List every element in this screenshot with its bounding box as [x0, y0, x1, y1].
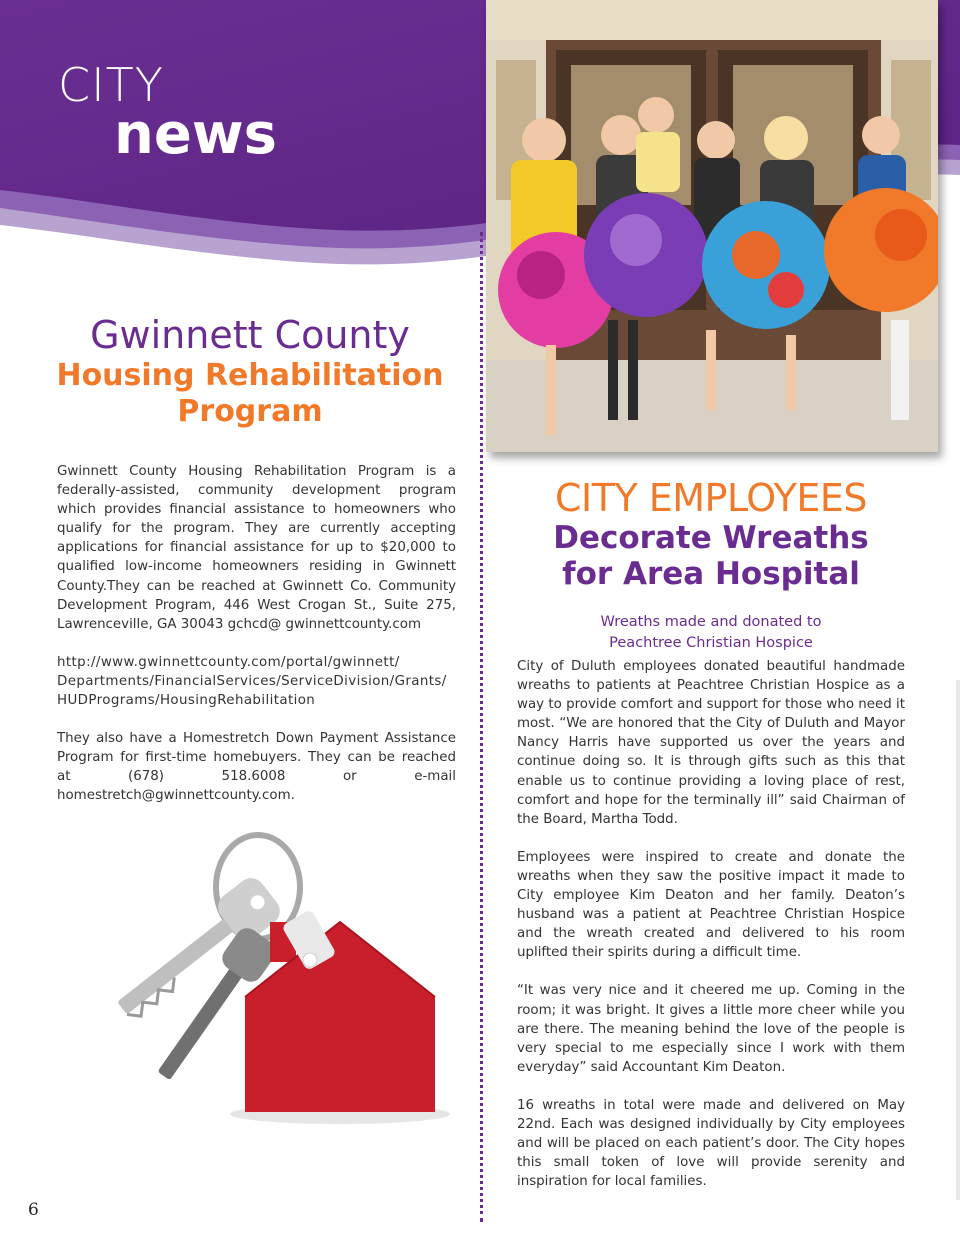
- wreaths-paragraph: “It was very nice and it cheered me up. Coming in the room; it was bright. It gives a little more cheer while you are there. The meaning behind the love of the people is very special to me especially since I work with them everyday” said Accountant Kim Deaton.: [517, 983, 905, 1075]
- headline-area-hospital: for Area Hospital: [562, 556, 860, 592]
- housing-article-body: [57, 462, 456, 825]
- housing-url: http://www.gwinnettcounty.com/portal/gwinnett/ Departments/FinancialServices/ServiceDivision/Grants/ HUDPrograms/HousingRehabilitation: [57, 654, 447, 709]
- wreaths-article-body: [517, 657, 905, 1210]
- masthead: [58, 58, 277, 167]
- column-divider: [480, 232, 483, 1222]
- housing-article-title: [40, 312, 460, 430]
- title-gwinnett-county: Gwinnett County: [90, 313, 410, 357]
- masthead-news: news: [114, 102, 277, 167]
- page-edge-shadow: [956, 680, 960, 1200]
- subhead-line2: Peachtree Christian Hospice: [609, 635, 813, 651]
- wreaths-paragraph: City of Duluth employees donated beautiful handmade wreaths to patients at Peachtree Christian Hospice as a way to provide comfort and support for those who need it most. “We are honored that the City of Duluth and Mayor Nancy Harris have supported us over the years and continue doing so. It is through gifts such as this that enable us to continue providing a loving place of rest, comfort and hope for the terminally ill” said Chairman of the Board, Martha Todd.: [517, 659, 905, 827]
- page-number: 6: [28, 1200, 39, 1220]
- housing-paragraph: Gwinnett County Housing Rehabilitation Program is a federally-assisted, community development program which provides financial assistance to homeowners who qualify for the program. They are currently accepting applications for financial assistance for up to $20,000 to qualified low-income homeowners residing in Gwinnett County.They can be reached at Gwinnett Co. Community Development Program, 446 West Crogan St., Suite 275, Lawrenceville, GA 30043 gchcd@ gwinnettcounty.com: [57, 464, 456, 632]
- homestretch-paragraph: They also have a Homestretch Down Payment Assistance Program for first-time homebuyers. They can be reached at (678) 518.6008 or e-mail homestretch@gwinnettcounty.com.: [57, 731, 456, 804]
- title-housing-rehabilitation: Housing Rehabilitation: [56, 358, 444, 393]
- house-keys-image: [40, 822, 460, 1132]
- headline-decorate-wreaths: Decorate Wreaths: [553, 520, 869, 556]
- wreath-group-photo: [486, 0, 938, 452]
- masthead-city: CITY: [58, 58, 164, 112]
- subhead-line1: Wreaths made and donated to: [600, 614, 822, 630]
- wreaths-paragraph: Employees were inspired to create and donate the wreaths when they saw the positive impact it made to City employee Kim Deaton and her family. Deaton’s husband was a patient at Peachtree Christian Hospice and the wreath created and delivered to his room uplifted their spirits during a difficult time.: [517, 849, 905, 961]
- photo-illustration: [486, 0, 938, 452]
- title-program: Program: [177, 394, 323, 429]
- headline-city-employees: CITY EMPLOYEES: [555, 476, 867, 520]
- wreaths-paragraph: 16 wreaths in total were made and delivered on May 22nd. Each was designed individually by City employees and will be placed on each patient’s door. The City hopes this small token of love will provide serenity and inspiration for local families.: [517, 1097, 905, 1190]
- wreaths-article-header: [500, 476, 922, 654]
